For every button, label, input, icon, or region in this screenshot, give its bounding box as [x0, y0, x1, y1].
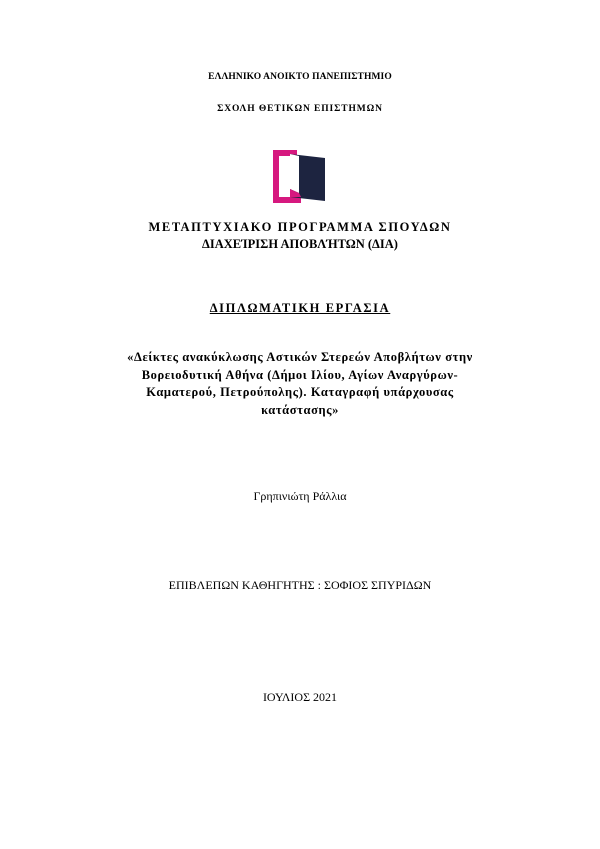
- program-title: ΜΕΤΑΠΤΥΧΙΑΚΟ ΠΡΟΓΡΑΜΜΑ ΣΠΟΥΔΩΝ: [148, 220, 452, 234]
- author-name: Γρηπινιώτη Ράλλια: [253, 489, 347, 503]
- supervisor-line: ΕΠΙΒΛΕΠΩΝ ΚΑΘΗΓΗΤΗΣ : ΣΟΦΙΟΣ ΣΠΥΡΙΔΩΝ: [168, 578, 432, 592]
- thesis-title: [60, 349, 540, 419]
- thesis-title-line: κατάστασης»: [261, 402, 339, 417]
- university-name: ΕΛΛΗΝΙΚΟ ΑΝΟΙΚΤΟ ΠΑΝΕΠΙΣΤΗΜΙΟ: [208, 72, 392, 82]
- school-name: ΣΧΟΛΗ ΘΕΤΙΚΩΝ ΕΠΙΣΤΗΜΩΝ: [217, 104, 383, 114]
- thesis-label: ΔΙΠΛΩΜΑΤΙΚΗ ΕΡΓΑΣΙΑ: [209, 301, 391, 315]
- program-subtitle: ΔΙΑΧΕΊΡΙΣΗ ΑΠΟΒΛΉΤΩΝ (ΔΙΑ): [202, 237, 398, 251]
- hou-logo-icon: [271, 148, 327, 204]
- date-line: ΙΟΥΛΙΟΣ 2021: [262, 690, 338, 704]
- logo-white-fold: [290, 154, 299, 193]
- thesis-title-line: Καματερού, Πετρούπολης). Καταγραφή υπάρχουσας: [146, 385, 454, 399]
- thesis-title-line: «Δείκτες ανακύκλωσης Αστικών Στερεών Αποβλήτων στην: [127, 350, 473, 364]
- thesis-title-line: Βορειοδυτική Αθήνα (Δήμοι Ιλίου, Αγίων Αναργύρων-: [141, 367, 459, 382]
